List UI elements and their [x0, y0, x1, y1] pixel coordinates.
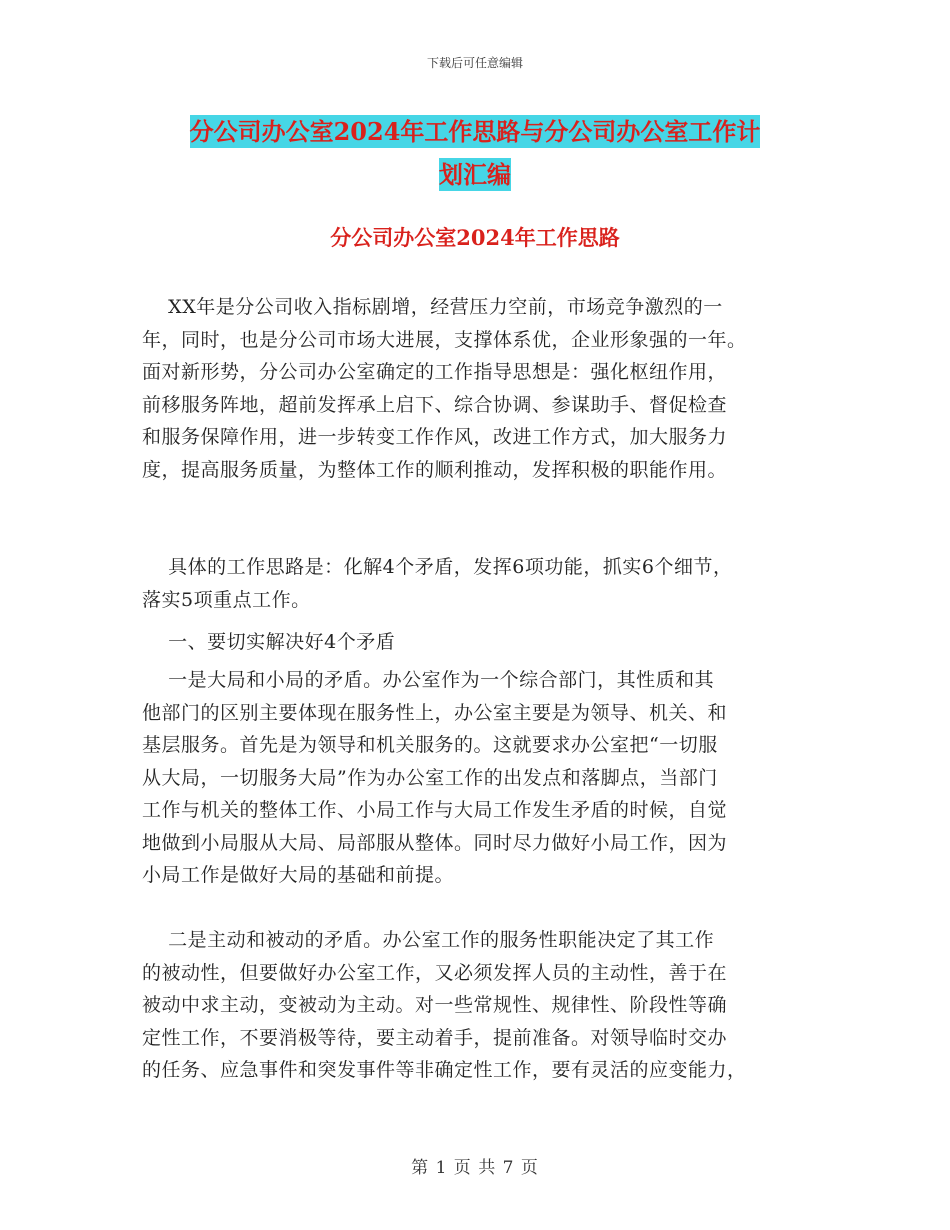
paragraph-heading-contradictions: 一、要切实解决好4个矛盾 [142, 631, 396, 653]
section-title: 分公司办公室2024年工作思路 [330, 225, 620, 250]
paragraph-active-passive: 二是主动和被动的矛盾。办公室工作的服务性职能决定了其工作 的被动性，但要做好办公室工作，又必须发挥人员的主动性，善于在 被动中求主动，变被动为主动。对一些常规性、规律性、阶段性等确 定性工作，不要消极等待，要主动着手，提前准备。对领导临时交办 的任务、应急事件和突发事件等非确定性工作，要有灵活的应变能力， [142, 929, 747, 1081]
document-title-text-1: 分公司办公室2024年工作思路与分公司办公室工作计 [189, 117, 761, 146]
paragraph-intro: XX年是分公司收入指标剧增，经营压力空前，市场竞争激烈的一 年，同时，也是分公司市场大进展，支撑体系优，企业形象强的一年。 面对新形势，分公司办公室确定的工作指导思想是：强化枢纽作用， 前移服务阵地，超前发挥承上启下、综合协调、参谋助手、督促检查 和服务保障作用，进一步转变工作作风，改进工作方式，加大服务力 度，提高服务质量，为整体工作的顺利推动，发挥积极的职能作用。 [142, 296, 747, 481]
paragraph-work-ideas: 具体的工作思路是：化解4个矛盾，发挥6项功能，抓实6个细节， 落实5项重点工作。 [142, 556, 733, 611]
header-note: 下载后可任意编辑 [426, 56, 523, 70]
document-title-text-2: 划汇编 [439, 160, 511, 189]
paragraph-big-small-picture: 一是大局和小局的矛盾。办公室作为一个综合部门，其性质和其 他部门的区别主要体现在服务性上，办公室主要是为领导、机关、和 基层服务。首先是为领导和机关服务的。这就要求办公室把“一切服 从大局，一切服务大局”作为办公室工作的出发点和落脚点，当部门 工作与机关的整体工作、小局工作与大局工作发生矛盾的时候，自觉 地做到小局服从大局、局部服从整体。同时尽力做好小局工作，因为 小局工作是做好大局的基础和前提。 [142, 669, 728, 886]
page-number-footer: 第 1 页 共 7 页 [411, 1158, 539, 1178]
document-title-line-1 [0, 115, 950, 149]
document-title-line-2 [0, 158, 950, 192]
